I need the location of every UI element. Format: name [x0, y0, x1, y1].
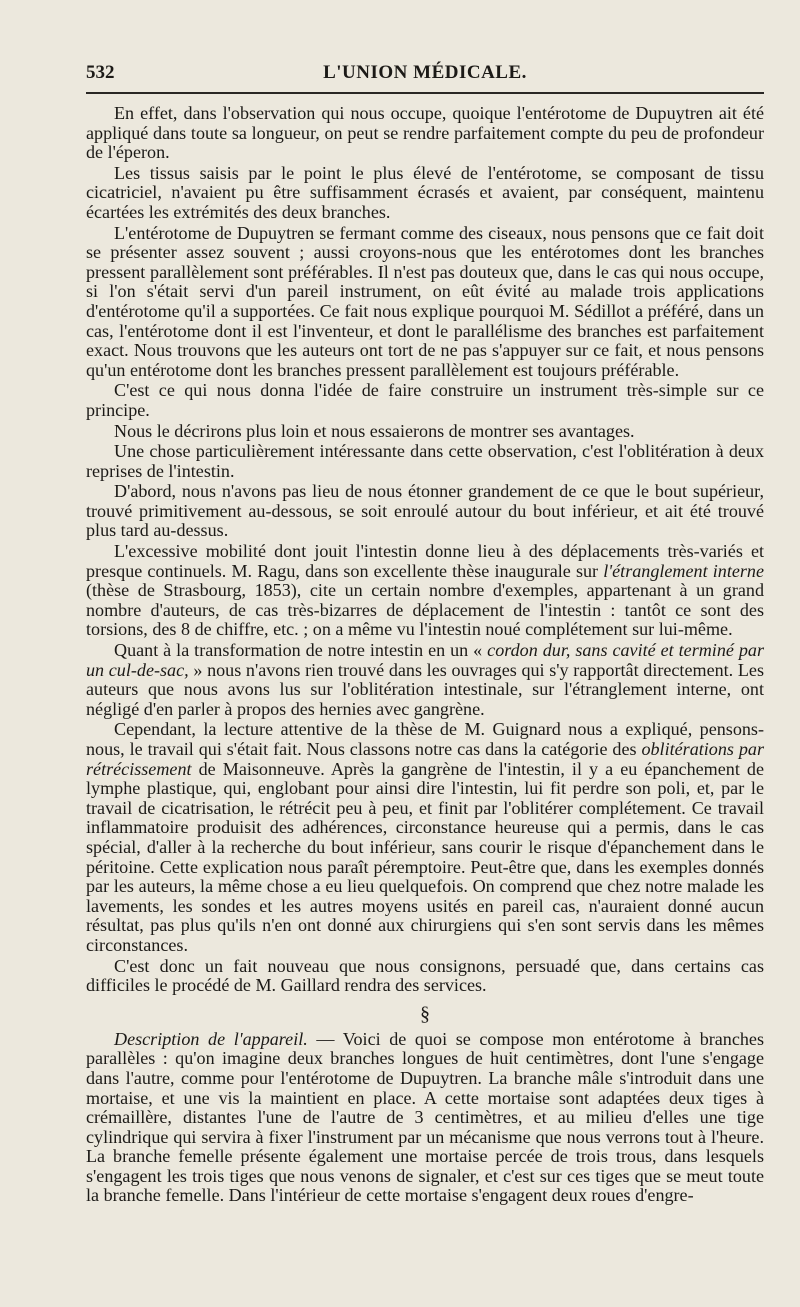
paragraph-text: (thèse de Strasbourg, 1853), cite un certain nombre d'exemples, appartenant à un grand nombre d'auteurs, de cas très-bizarres de déplacement de l'intestin : tantôt ce sont des torsions, des 8 de chiffre, etc. ; on a même vu l'intestin noué complétement sur lui-même. — [86, 580, 764, 640]
italic-phrase: cordon dur, sans cavité et terminé par un cul-de-sac, — [86, 640, 764, 680]
paragraph-text: L'excessive mobilité dont jouit l'intestin donne lieu à des déplacements très-variés et presque continuels. M. Ragu, dans son excellente thèse inaugurale sur — [86, 541, 764, 581]
paragraph: Une chose particulièrement intéressante dans cette observation, c'est l'oblitération à deux reprises de l'intestin. — [86, 441, 764, 481]
paragraph — [86, 641, 764, 719]
paragraph-text: » nous n'avons rien trouvé dans les ouvrages qui s'y rapportât directement. Les auteurs que nous avons lus sur l'oblitération intestinale, sur l'étranglement interne, ont négligé d'en parler à propos des hernies avec gangrène. — [86, 659, 764, 719]
paragraph — [86, 720, 764, 955]
description-paragraph — [86, 1030, 764, 1206]
body-text — [86, 104, 764, 1206]
italic-phrase: l'étranglement interne — [603, 560, 764, 581]
description-heading: Description de l'appareil. — [114, 1028, 308, 1049]
paragraph-text: — Voici de quoi se compose mon entérotome à branches parallèles : qu'on imagine deux branches longues de huit centimètres, dont l'une s'engage dans l'autre, comme pour l'entérotome de Dupuytren. La branche mâle s'introduit dans une mortaise, et une vis la maintient en place. A cette mortaise sont adaptées deux tiges à crémaillère, distantes l'une de l'autre de 3 centimètres, et au milieu d'elles une tige cylindrique qui servira à fixer l'instrument par un mécanisme que nous verrons tout à l'heure. La branche femelle présente également une mortaise percée de trois trous, dans lesquels s'engagent les trois tiges que nous venons de signaler, et c'est sur ces tiges que se meut toute la branche femelle. Dans l'intérieur de cette mortaise s'engagent deux roues d'engre- — [86, 1028, 765, 1206]
paragraph-text: de Maisonneuve. Après la gangrène de l'intestin, il y a eu épanchement de lymphe plastique, qui, englobant pour ainsi dire l'intestin, lui fit perdre son poli, et, par le travail de cicatrisation, le rétrécit peu à peu, et finit par l'oblitérer complétement. Ce travail inflammatoire produisit des adhérences, circonstance heureuse qui a permis, dans le cas spécial, d'aller à la recherche du bout inférieur, sans courir le risque d'épanchement dans le péritoine. Cette explication nous paraît péremptoire. Peut-être que, dans les exemples donnés par les auteurs, la même chose a eu lieu quelquefois. On comprend que chez notre malade les lavements, les sondes et les autres moyens usités en pareil cas, n'auraient donné aucun résultat, pas plus qu'ils n'en ont donné aux chirurgiens qui s'en sont servis dans les mêmes circonstances. — [86, 758, 764, 955]
paragraph: Les tissus saisis par le point le plus élevé de l'entérotome, se composant de tissu cicatriciel, n'avaient pu être suffisamment écrasés et avaient, par conséquent, maintenu écartées les extrémités des deux branches. — [86, 162, 764, 222]
paragraph: En effet, dans l'observation qui nous occupe, quoique l'entérotome de Dupuytren ait été appliqué dans toute sa longueur, on peut se rendre parfaitement compte du peu de profondeur de l'éperon. — [86, 103, 764, 163]
page-header — [86, 58, 764, 94]
paragraph: D'abord, nous n'avons pas lieu de nous étonner grandement de ce que le bout supérieur, trouvé primitivement au-dessous, se soit enroulé autour du bout inférieur, et ait été trouvé plus tard au-dessus. — [86, 481, 764, 541]
section-mark: § — [420, 1002, 430, 1025]
page-number: 532 — [86, 62, 115, 83]
paragraph — [86, 542, 764, 640]
italic-phrase: oblitérations par rétrécissement — [86, 739, 764, 779]
paragraph-text: Cependant, la lecture attentive de la thèse de M. Guignard nous a expliqué, pensons-nous, le travail qui s'était fait. Nous classons notre cas dans la catégorie des — [86, 719, 764, 759]
paragraph-text: Quant à la transformation de notre intestin en un « — [114, 640, 488, 661]
running-title: L'UNION MÉDICALE. — [323, 62, 527, 83]
paragraph: C'est donc un fait nouveau que nous consignons, persuadé que, dans certains cas difficiles le procédé de M. Gaillard rendra des services. — [86, 955, 764, 996]
paragraph: C'est ce qui nous donna l'idée de faire construire un instrument très-simple sur ce principe. — [86, 380, 764, 420]
paragraph: Nous le décrirons plus loin et nous essaierons de montrer ses avantages. — [114, 420, 635, 441]
paragraph: L'entérotome de Dupuytren se fermant comme des ciseaux, nous pensons que ce fait doit se présenter assez souvent ; aussi croyons-nous que les entérotomes dont les branches pressent parallèlement sont préférables. Il n'est pas douteux que, dans le cas qui nous occupe, si l'on s'était servi d'un pareil instrument, on eût évité au malade trois applications d'entérotome qu'il a supportées. Ce fait nous explique pourquoi M. Sédillot a préféré, dans un cas, l'entérotome dont il est l'inventeur, et dont le parallélisme des branches est parfaitement exact. Nous trouvons que les auteurs ont tort de ne pas s'appuyer sur ce fait, et nous pensons qu'un entérotome dont les branches pressent parallèlement est toujours préférable. — [86, 222, 764, 380]
